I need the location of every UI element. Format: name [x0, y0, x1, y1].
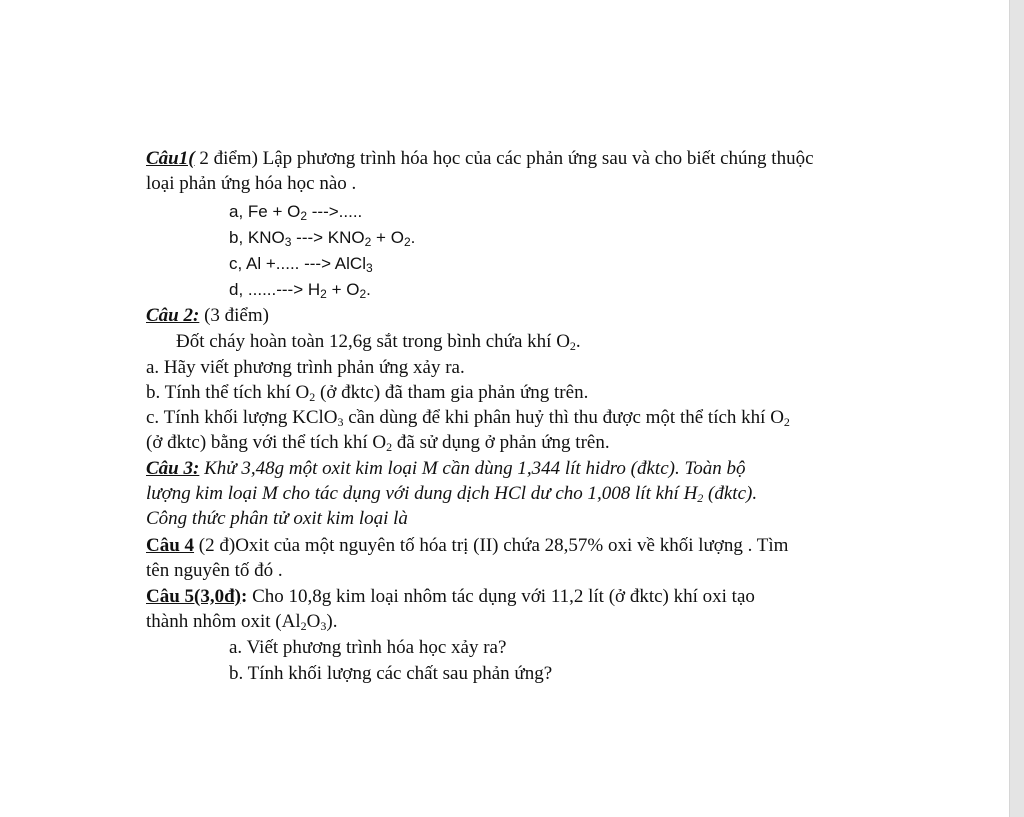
q2-intro-sub: 2 — [569, 339, 576, 353]
q2-points: (3 điểm) — [199, 305, 269, 326]
q2-intro-part: Đốt cháy hoàn toàn 12,6g sắt trong bình chứa khí O — [176, 331, 570, 352]
q4-label: Câu 4 — [146, 535, 195, 556]
q2-item-a — [146, 356, 465, 380]
q2-heading — [146, 304, 269, 328]
q2-item-b — [146, 381, 588, 405]
q1-b-part: ---> KNO — [291, 228, 365, 247]
q2-a-text: a. Hãy viết phương trình phản ứng xảy ra. — [146, 357, 465, 378]
q3-text-3: Công thức phân tử oxit kim loại là — [146, 508, 408, 529]
q3-label: Câu 3: — [146, 458, 200, 479]
q3-line-1 — [146, 457, 746, 481]
q1-d-sub: 2 — [320, 287, 327, 301]
q1-b-part: + O — [371, 228, 404, 247]
q1-text-2: loại phản ứng hóa học nào . — [146, 173, 357, 194]
q1-c-sub: 3 — [365, 261, 373, 275]
q3-line-3 — [146, 507, 408, 531]
q3-text-1: Khử 3,48g một oxit kim loại M cần dùng 1,344 lít hidro (đktc). Toàn bộ — [199, 458, 746, 479]
q1-equation-a — [229, 200, 362, 224]
q1-d-sub: 2 — [359, 287, 367, 301]
q5-text-2-part: ). — [326, 611, 338, 632]
q2-c-sub: 2 — [386, 440, 393, 454]
q3-text-2-part: (đktc). — [703, 483, 758, 504]
q5-a-text: a. Viết phương trình hóa học xảy ra? — [229, 637, 507, 658]
q4-text-2: tên nguyên tố đó . — [146, 560, 283, 581]
q5-item-a — [229, 636, 506, 660]
q2-item-c-line-1 — [146, 406, 790, 430]
q1-label: Câu1( — [146, 148, 195, 169]
q1-a-part: --->..... — [307, 202, 363, 221]
q2-intro-part: . — [575, 331, 581, 352]
q2-c-part: cần dùng để khi phân huỷ thì thu được một thể tích khí O — [343, 407, 784, 428]
q2-c-part: c. Tính khối lượng KClO — [146, 407, 338, 428]
q1-d-part: . — [366, 280, 371, 299]
q5-label: Câu 5(3,0đ) — [146, 586, 242, 607]
q2-c-sub: 3 — [337, 415, 344, 429]
q5-text-2-sub: 3 — [320, 619, 327, 633]
q5-line-2 — [146, 610, 337, 634]
q1-d-part: d, ......---> H — [229, 280, 321, 299]
q5-text-1: Cho 10,8g kim loại nhôm tác dụng với 11,2 lít (ở đktc) khí oxi tạo — [247, 586, 755, 607]
q4-text-1: (2 đ)Oxit của một nguyên tố hóa trị (II) chứa 28,57% oxi về khối lượng . Tìm — [194, 535, 789, 556]
q5-colon: : — [241, 586, 248, 607]
q5-text-2-part: thành nhôm oxit (Al — [146, 611, 301, 632]
q3-line-2 — [146, 482, 757, 506]
q2-b-sub: 2 — [309, 390, 316, 404]
q1-a-part: a, Fe + O — [229, 202, 301, 221]
q2-item-c-line-2 — [146, 431, 610, 455]
q1-text-1: 2 điểm) Lập phương trình hóa học của các phản ứng sau và cho biết chúng thuộc — [194, 148, 814, 169]
q4-line-2 — [146, 559, 283, 583]
q2-c-part: đã sử dụng ở phản ứng trên. — [392, 432, 610, 453]
q1-b-sub: 3 — [284, 235, 292, 249]
q2-b-part: b. Tính thể tích khí O — [146, 382, 310, 403]
q2-label: Câu 2: — [146, 305, 200, 326]
q1-b-sub: 2 — [364, 235, 372, 249]
q1-a-sub: 2 — [300, 209, 308, 223]
q1-line-1 — [146, 147, 814, 171]
q5-item-b — [229, 662, 552, 686]
q3-text-2-part: lượng kim loại M cho tác dụng với dung dịch HCl dư cho 1,008 lít khí H — [146, 483, 698, 504]
q1-b-sub: 2 — [403, 235, 411, 249]
q5-b-text: b. Tính khối lượng các chất sau phản ứng? — [229, 663, 553, 684]
q2-b-part: (ở đktc) đã tham gia phản ứng trên. — [315, 382, 589, 403]
q2-c-part: (ở đktc) bằng với thể tích khí O — [146, 432, 387, 453]
q3-text-2-sub: 2 — [697, 491, 704, 505]
q5-line-1 — [146, 585, 755, 609]
q2-intro — [176, 330, 581, 354]
q5-text-2-sub: 2 — [300, 619, 307, 633]
q4-line-1 — [146, 534, 788, 558]
page-edge-strip — [1009, 0, 1024, 817]
q1-equation-d — [229, 278, 371, 302]
q1-line-2 — [146, 172, 356, 196]
q1-c-part: c, Al +..... ---> AlCl — [229, 254, 366, 273]
q5-text-2-part: O — [306, 611, 321, 632]
q1-equation-b — [229, 226, 415, 250]
q1-equation-c — [229, 252, 373, 276]
q1-b-part: . — [410, 228, 416, 247]
q1-b-part: b, KNO — [229, 228, 285, 247]
q1-d-part: + O — [326, 280, 360, 299]
q2-c-sub: 2 — [783, 415, 790, 429]
